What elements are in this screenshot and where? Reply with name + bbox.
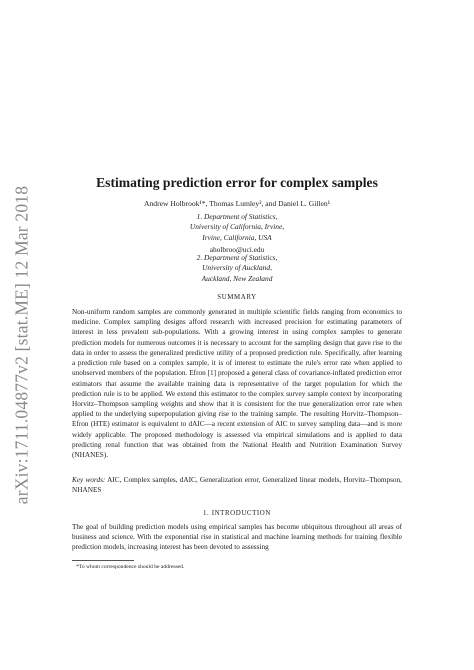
affiliation-1-line3: Irvine, California, USA — [202, 232, 272, 242]
abstract-text: Non-uniform random samples are commonly generated in multiple scientific fields ranging from economics to medicine. Complex sampling designs afford research with increased precision for estimating parameters of interest in less prevalent sub-populations. With a growing interest in using complex samples to generate prediction models for numerous outcomes it is necessary to account for the sampling design that gave rise to the data in order to assess the generalized predictive utility of a proposed prediction rule. Specifically, after learning a prediction rule based on a complex sample, it is of interest to estimate the rule's error rate when applied to unobserved members of the population. Efron [1] proposed a general class of covariance-inflated prediction error estimators that assume the available training data is representative of the target population for which the prediction rule is to be applied. We extend this estimator to the complex survey sample context by incorporating Horvitz–Thompson sampling weights and show that it is consistent for the true generalization error rate when applied to the underlying superpopulation giving rise to the training sample. The resulting Horvitz–Thompson–Efron (HTE) estimator is equivalent to dAIC—a recent extension of AIC to survey sampling data—and is more widely applicable. The proposed methodology is assessed via empirical simulations and is applied to data predicting renal function that was obtained from the National Health and Nutrition Examination Survey (NHANES). — [72, 308, 402, 460]
footnote-text: *To whom correspondence should be addressed. — [76, 564, 185, 570]
arxiv-stamp-text: arXiv:1711.04877v2 [stat.ME] 12 Mar 2018 — [11, 185, 32, 505]
affiliation-1-line1: 1. Department of Statistics, — [196, 212, 278, 221]
section-heading-introduction: 1. INTRODUCTION — [203, 510, 271, 517]
affiliation-1 — [72, 212, 402, 256]
introduction-text: The goal of building prediction models using empirical samples has become ubiquitous throughout all areas of business and science. With the exponential rise in statistical and machine learning methods for training flexible prediction models, increasing interest has been devoted to assessing — [72, 523, 402, 552]
affiliation-2-line3: Auckland, New Zealand — [201, 273, 273, 283]
keywords-block — [72, 475, 402, 495]
affiliation-2-line1: 2. Department of Statistics, — [196, 253, 278, 262]
arxiv-identifier-stamp — [12, 180, 32, 510]
author-list: Andrew Holbrook¹*, Thomas Lumley², and Daniel L. Gillen¹ — [144, 199, 330, 208]
affiliation-2-line2: University of Auckland, — [202, 263, 272, 273]
author-email[interactable]: aholbroo@uci.edu — [209, 245, 265, 255]
affiliation-1-line2: University of California, Irvine, — [189, 222, 285, 232]
paper-title: Estimating prediction error for complex samples — [96, 175, 378, 190]
keywords-label: Key words: — [72, 476, 106, 484]
affiliation-2 — [72, 253, 402, 284]
keywords-list: AIC, Complex samples, dAIC, Generalization error, Generalized linear models, Horvitz–Thompson, NHANES — [72, 476, 402, 495]
footnote-divider — [72, 560, 134, 561]
summary-heading: SUMMARY — [217, 294, 257, 301]
